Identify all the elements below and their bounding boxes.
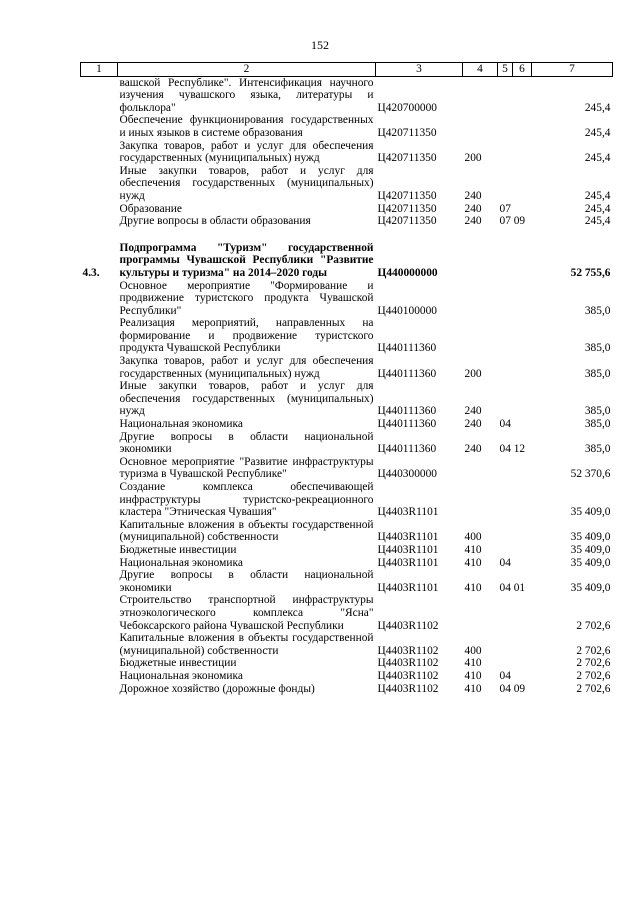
row-number: [81, 594, 118, 632]
table-row: [81, 418, 613, 431]
row-name: Подпрограмма "Туризм" государственной программы Чувашской Республики "Развитие культуры и туризма" на 2014–2020 годы: [119, 241, 374, 279]
budget-table: [80, 62, 613, 695]
table-row: [81, 481, 613, 519]
row-amount: 245,4: [584, 189, 611, 202]
row-code: Ц420711350: [377, 215, 437, 228]
row-expense-type: 410: [464, 669, 482, 682]
row-expense-type: 410: [464, 657, 482, 670]
section-spacer: [81, 228, 613, 242]
table-row: [81, 569, 613, 594]
row-number: [81, 317, 118, 355]
row-name: Строительство транспортной инфраструктуры этноэкологического комплекса "Ясна" Чебоксарского района Чувашской Республики: [119, 594, 374, 632]
row-amount: 245,4: [584, 202, 611, 215]
row-amount: 35 409,0: [570, 556, 611, 569]
header-col-5: 5: [498, 63, 513, 77]
row-expense-type: 400: [464, 531, 482, 544]
row-expense-type: 240: [464, 202, 482, 215]
row-number: [81, 557, 118, 570]
row-expense-type: [463, 280, 498, 318]
row-amount: 35 409,0: [570, 506, 611, 519]
row-name: Дорожное хозяйство (дорожные фонды): [119, 682, 315, 695]
table-row: [81, 456, 613, 481]
row-section: 07 09: [499, 215, 526, 228]
row-amount: 385,0: [584, 304, 611, 317]
row-amount: 35 409,0: [570, 581, 611, 594]
row-number: [81, 355, 118, 380]
row-expense-type: 240: [464, 405, 482, 418]
header-col-1: 1: [81, 63, 118, 77]
row-name: Иные закупки товаров, работ и услуг для обеспечения государственных (муниципальных) нужд: [119, 380, 374, 418]
row-code: Ц420711350: [377, 152, 437, 165]
row-name: Иные закупки товаров, работ и услуг для обеспечения государственных (муниципальных) нужд: [119, 164, 374, 202]
table-body: [81, 76, 613, 695]
row-name: Другие вопросы в области национальной экономики: [119, 430, 374, 456]
row-amount: 245,4: [584, 215, 611, 228]
table-row: [81, 544, 613, 557]
row-amount: 385,0: [584, 367, 611, 380]
row-number: [81, 456, 118, 481]
row-expense-type: 410: [464, 581, 482, 594]
row-name: вашской Республике". Интенсификация научного изучения чувашского языка, литературы и фольклора": [119, 76, 374, 114]
row-expense-type: [463, 242, 498, 280]
row-code: Ц440111360: [377, 342, 437, 355]
header-col-4: 4: [463, 63, 498, 77]
row-section: 04 12: [499, 443, 526, 456]
row-name: Бюджетные инвестиции: [119, 543, 237, 556]
row-number: [81, 140, 118, 165]
row-name: Закупка товаров, работ и услуг для обеспечения государственных (муниципальных) нужд: [119, 139, 374, 165]
row-section: [498, 456, 532, 481]
row-expense-type: 240: [464, 418, 482, 431]
row-section: [498, 380, 532, 418]
row-section: [498, 280, 532, 318]
row-name: Капитальные вложения в объекты государственной (муниципальной) собственности: [119, 518, 374, 544]
row-code: Ц4403R1102: [377, 619, 439, 632]
row-code: Ц440111360: [377, 367, 437, 380]
table-row: [81, 670, 613, 683]
row-name: Другие вопросы в области национальной экономики: [119, 569, 374, 594]
row-number: [81, 481, 118, 519]
row-name: Создание комплекса обеспечивающей инфраструктуры туристско-рекреационного кластера "Этническая Чувашия": [119, 481, 374, 519]
row-expense-type: 240: [464, 189, 482, 202]
row-expense-type: 410: [464, 543, 482, 556]
row-amount: 2 702,6: [576, 682, 611, 695]
row-number: [81, 76, 118, 114]
row-amount: 385,0: [584, 443, 611, 456]
row-expense-type: 410: [464, 682, 482, 695]
row-code: Ц4403R1101: [377, 531, 439, 544]
row-section: 04 01: [499, 581, 526, 594]
row-code: Ц4403R1101: [377, 543, 439, 556]
row-amount: 35 409,0: [570, 531, 611, 544]
table-row: [81, 431, 613, 456]
row-number: [81, 380, 118, 418]
row-amount: 245,4: [584, 101, 611, 114]
row-name: Закупка товаров, работ и услуг для обеспечения государственных (муниципальных) нужд: [119, 355, 374, 380]
header-col-2: 2: [118, 63, 376, 77]
row-amount: 245,4: [584, 152, 611, 165]
row-section: [498, 481, 532, 519]
row-code: Ц440111360: [377, 405, 437, 418]
row-number: [81, 215, 118, 228]
row-expense-type: 200: [464, 152, 482, 165]
row-code: Ц420711350: [377, 202, 437, 215]
table-row: [81, 380, 613, 418]
row-number: [81, 418, 118, 431]
row-expense-type: [463, 456, 498, 481]
row-name: Национальная экономика: [119, 418, 243, 431]
row-code: Ц440000000: [377, 266, 438, 279]
row-section: 07: [499, 202, 511, 215]
row-number: [81, 683, 118, 696]
row-number: [81, 519, 118, 544]
row-amount: 385,0: [584, 405, 611, 418]
header-col-3: 3: [376, 63, 463, 77]
row-name: Реализация мероприятий, направленных на формирование и продвижение туристского продукта Чувашской Республики: [119, 317, 374, 355]
row-number: [81, 544, 118, 557]
row-amount: 245,4: [584, 126, 611, 139]
row-section: 04: [499, 556, 511, 569]
row-expense-type: [463, 594, 498, 632]
row-expense-type: [463, 481, 498, 519]
row-code: Ц4403R1102: [377, 682, 439, 695]
row-expense-type: 240: [464, 215, 482, 228]
row-code: Ц4403R1101: [377, 506, 439, 519]
row-name: Основное мероприятие "Развитие инфраструктуры туризма в Чувашской Республике": [119, 455, 374, 481]
row-amount: 52 370,6: [570, 468, 611, 481]
header-col-6: 6: [513, 63, 532, 77]
row-name: Другие вопросы в области образования: [119, 215, 311, 228]
header-col-7: 7: [532, 63, 613, 77]
row-section: [498, 140, 532, 165]
table-row: [81, 76, 613, 114]
row-code: Ц420700000: [377, 101, 437, 114]
row-amount: 52 755,6: [570, 266, 611, 279]
table-row: [81, 280, 613, 318]
table-row: [81, 317, 613, 355]
row-expense-type: 200: [464, 367, 482, 380]
row-expense-type: [463, 114, 498, 139]
row-code: Ц420711350: [377, 189, 437, 202]
row-amount: 2 702,6: [576, 644, 611, 657]
row-code: Ц440111360: [377, 418, 437, 431]
row-section: [498, 544, 532, 557]
row-expense-type: [463, 76, 498, 114]
row-code: Ц440300000: [377, 468, 437, 481]
row-expense-type: 240: [464, 443, 482, 456]
row-code: Ц4403R1102: [377, 657, 439, 670]
table-row: [81, 203, 613, 216]
table-row: [81, 165, 613, 203]
row-code: Ц4403R1101: [377, 581, 439, 594]
row-section: [498, 519, 532, 544]
row-number: [81, 670, 118, 683]
row-code: Ц420711350: [377, 126, 437, 139]
table-row: [81, 140, 613, 165]
row-amount: 2 702,6: [576, 669, 611, 682]
row-code: Ц4403R1102: [377, 644, 439, 657]
row-amount: 385,0: [584, 418, 611, 431]
row-section: [498, 657, 532, 670]
row-section: [498, 165, 532, 203]
page-number: 152: [311, 38, 329, 52]
row-name: Бюджетные инвестиции: [119, 657, 237, 670]
table-row: [81, 519, 613, 544]
row-name: Национальная экономика: [119, 556, 243, 569]
table-row: [81, 632, 613, 657]
row-section: [498, 317, 532, 355]
row-code: Ц4403R1101: [377, 556, 439, 569]
table-row: [81, 557, 613, 570]
row-amount: 35 409,0: [570, 543, 611, 556]
table-row: [81, 657, 613, 670]
row-expense-type: 400: [464, 644, 482, 657]
row-number: [81, 632, 118, 657]
row-number: [81, 165, 118, 203]
row-code: Ц4403R1102: [377, 669, 439, 682]
row-name: Обеспечение функционирования государственных и иных языков в системе образования: [119, 114, 374, 139]
row-name: Основное мероприятие "Формирование и продвижение туристского продукта Чувашской Республики": [119, 279, 374, 317]
row-section: [498, 76, 532, 114]
header-row: [81, 63, 613, 77]
row-number: [81, 114, 118, 139]
row-name: Образование: [119, 202, 182, 215]
table-row: [81, 594, 613, 632]
row-section: 04 09: [499, 682, 526, 695]
row-expense-type: [463, 317, 498, 355]
table-row: [81, 114, 613, 139]
row-section: [498, 594, 532, 632]
table-row: [81, 683, 613, 696]
row-number: [81, 203, 118, 216]
table-row: [81, 242, 613, 280]
row-amount: 2 702,6: [576, 619, 611, 632]
row-code: Ц440100000: [377, 304, 437, 317]
table-header: [81, 63, 613, 77]
row-section: 04: [499, 669, 511, 682]
row-section: [498, 114, 532, 139]
row-amount: 385,0: [584, 342, 611, 355]
row-code: Ц440111360: [377, 443, 437, 456]
table-row: [81, 215, 613, 228]
row-section: [498, 355, 532, 380]
row-name: Национальная экономика: [119, 669, 243, 682]
row-amount: 2 702,6: [576, 657, 611, 670]
row-section: 04: [499, 418, 511, 431]
row-section: [498, 632, 532, 657]
row-number: [81, 431, 118, 456]
row-number: [81, 657, 118, 670]
row-number: 4.3.: [82, 266, 100, 279]
row-section: [498, 242, 532, 280]
table-row: [81, 355, 613, 380]
row-number: [81, 569, 118, 594]
row-expense-type: 410: [464, 556, 482, 569]
row-name: Капитальные вложения в объекты государственной (муниципальной) собственности: [119, 632, 374, 657]
row-number: [81, 280, 118, 318]
